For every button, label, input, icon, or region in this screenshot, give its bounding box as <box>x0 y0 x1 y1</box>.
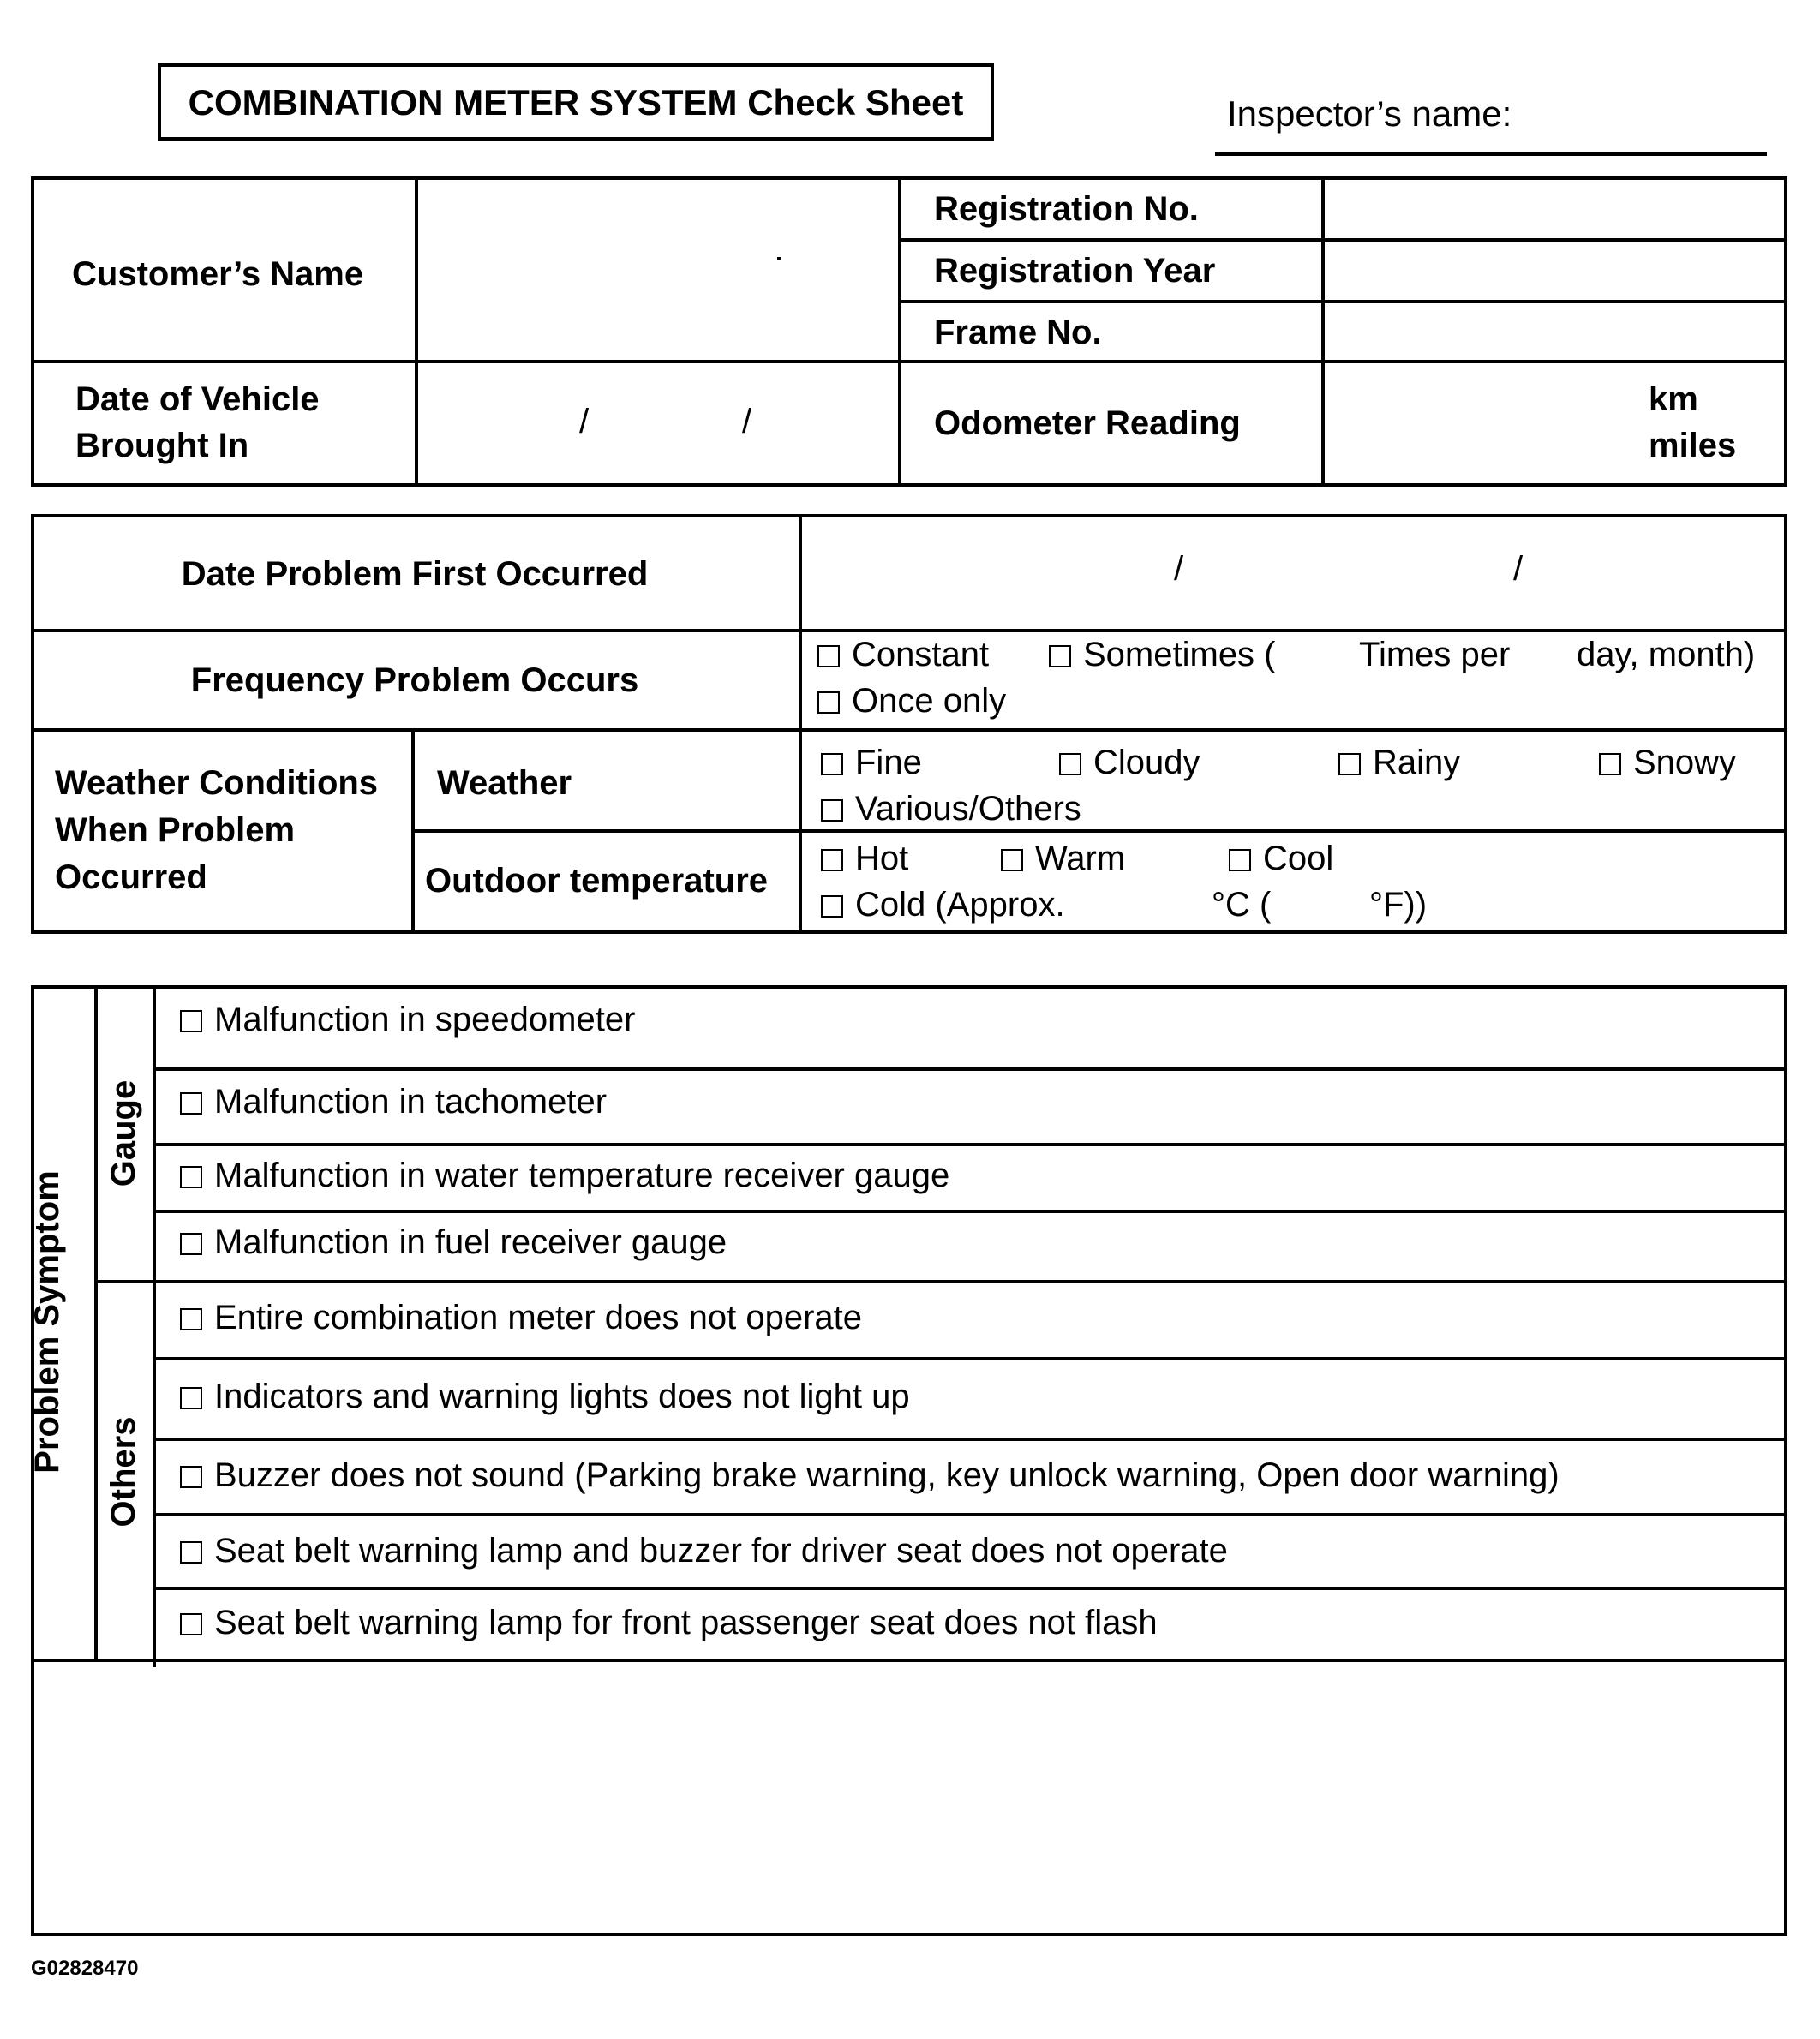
symptom-item[interactable] <box>180 1001 635 1039</box>
inspector-name-line <box>1215 152 1767 156</box>
checkbox[interactable] <box>1229 849 1251 871</box>
checkbox[interactable] <box>180 1010 202 1032</box>
checkbox[interactable] <box>821 849 843 871</box>
registration-year-field[interactable] <box>1326 243 1782 298</box>
date-first-occurred-field[interactable] <box>804 519 1782 625</box>
symptom-item[interactable] <box>180 1378 910 1416</box>
symptom-label: Indicators and warning lights does not light up <box>214 1378 910 1415</box>
temp-fahrenheit-label: °F)) <box>1369 886 1428 924</box>
symptom-label: Malfunction in tachometer <box>214 1083 608 1121</box>
checkbox[interactable] <box>821 895 843 918</box>
checkbox[interactable] <box>180 1166 202 1188</box>
symptom-label: Malfunction in speedometer <box>214 1001 636 1038</box>
temp-option-cold[interactable] <box>821 886 1065 924</box>
checkbox[interactable] <box>817 691 840 714</box>
temp-cool-label: Cool <box>1263 840 1334 877</box>
weather-option-cloudy[interactable] <box>1059 744 1200 781</box>
weather-conditions-label <box>55 764 378 896</box>
date-brought-in-separator-2: / <box>742 403 752 440</box>
divider <box>1321 176 1325 487</box>
divider <box>153 1587 1787 1590</box>
registration-year-label: Registration Year <box>934 252 1216 290</box>
temp-celsius-label: °C ( <box>1212 886 1272 924</box>
customer-name-field[interactable] <box>420 182 895 356</box>
symptom-label: Seat belt warning lamp for front passenger seat does not flash <box>214 1604 1158 1641</box>
inspector-name-field[interactable] <box>1215 86 1767 151</box>
temp-option-cool[interactable] <box>1229 840 1333 877</box>
checkbox[interactable] <box>180 1541 202 1564</box>
symptom-item[interactable] <box>180 1532 1228 1570</box>
odometer-field[interactable] <box>1326 365 1635 483</box>
temp-option-hot[interactable] <box>821 840 908 877</box>
temp-cold-label: Cold (Approx. <box>855 886 1065 924</box>
divider <box>31 629 1787 632</box>
divider <box>94 985 98 1662</box>
divider <box>415 176 418 487</box>
weather-conditions-label-line1: Weather Conditions <box>55 764 379 802</box>
inspector-label: Inspector’s name: <box>1227 93 1512 134</box>
divider <box>153 1210 1787 1213</box>
divider <box>153 1143 1787 1146</box>
weather-label: Weather <box>437 764 572 802</box>
frame-no-label: Frame No. <box>934 314 1102 351</box>
weather-conditions-label-line2: When Problem <box>55 811 296 849</box>
symptom-label: Malfunction in fuel receiver gauge <box>214 1223 727 1261</box>
symptom-label: Buzzer does not sound (Parking brake warning, key unlock warning, Open door warning) <box>214 1456 1560 1494</box>
frequency-constant-label: Constant <box>852 636 990 673</box>
divider <box>153 1513 1787 1516</box>
divider <box>898 176 901 487</box>
date-brought-in-label-line2: Brought In <box>75 427 249 464</box>
date-brought-in-label-line1: Date of Vehicle <box>75 380 320 418</box>
outdoor-temp-label: Outdoor temperature <box>425 862 769 900</box>
weather-option-various[interactable] <box>821 790 1081 828</box>
temp-option-warm[interactable] <box>1001 840 1125 877</box>
frequency-label: Frequency Problem Occurs <box>190 661 639 699</box>
date-brought-in-separator-1: / <box>579 403 590 440</box>
symptom-item[interactable] <box>180 1604 1158 1642</box>
weather-rainy-label: Rainy <box>1373 744 1461 781</box>
weather-option-rainy[interactable] <box>1338 744 1460 781</box>
frequency-sometimes-label: Sometimes ( <box>1083 636 1276 673</box>
date-brought-in-field[interactable] <box>420 365 895 483</box>
weather-fine-label: Fine <box>855 744 922 781</box>
notes-area[interactable] <box>36 1664 1782 1931</box>
gauge-label: Gauge <box>105 1079 142 1187</box>
symptom-item[interactable] <box>180 1299 862 1337</box>
divider <box>898 300 1787 303</box>
checkbox[interactable] <box>180 1233 202 1255</box>
divider <box>94 1280 1787 1283</box>
frequency-option-constant[interactable] <box>817 636 989 673</box>
problem-symptom-label: Problem Symptom <box>28 1170 66 1474</box>
weather-option-snowy[interactable] <box>1599 744 1736 781</box>
symptom-item[interactable] <box>180 1456 1560 1495</box>
registration-no-field[interactable] <box>1326 182 1782 236</box>
divider <box>31 728 1787 732</box>
odometer-label: Odometer Reading <box>934 404 1241 442</box>
divider <box>153 1357 1787 1360</box>
weather-snowy-label: Snowy <box>1633 744 1737 781</box>
weather-various-label: Various/Others <box>855 790 1081 828</box>
unit-km: km <box>1649 380 1698 418</box>
temp-hot-label: Hot <box>855 840 909 877</box>
page-title: COMBINATION METER SYSTEM Check Sheet <box>188 82 964 123</box>
symptom-item[interactable] <box>180 1157 949 1195</box>
customer-name-label: Customer’s Name <box>72 255 364 293</box>
unit-miles: miles <box>1649 427 1737 464</box>
frequency-day-month-label: day, month) <box>1577 636 1756 673</box>
divider <box>31 1659 1787 1662</box>
others-label: Others <box>105 1416 142 1528</box>
symptom-label: Seat belt warning lamp and buzzer for driver seat does not operate <box>214 1532 1228 1570</box>
checkbox[interactable] <box>180 1466 202 1488</box>
divider <box>799 514 802 934</box>
checkbox[interactable] <box>180 1613 202 1635</box>
weather-conditions-label-line3: Occurred <box>55 858 207 896</box>
frequency-option-once-only[interactable] <box>817 682 1006 720</box>
checkbox[interactable] <box>1338 753 1361 775</box>
symptom-label: Malfunction in water temperature receiver gauge <box>214 1157 950 1194</box>
divider <box>153 1067 1787 1071</box>
symptom-item[interactable] <box>180 1083 607 1121</box>
divider <box>31 360 1787 363</box>
checkbox[interactable] <box>1001 849 1023 871</box>
date-brought-in-label <box>75 380 320 464</box>
frequency-option-sometimes[interactable] <box>1049 636 1276 673</box>
date-first-occurred-separator-1: / <box>1174 550 1184 588</box>
temp-warm-label: Warm <box>1035 840 1126 877</box>
checkbox[interactable] <box>1599 753 1621 775</box>
symptom-label: Entire combination meter does not operate <box>214 1299 862 1336</box>
frequency-times-per-label: Times per <box>1359 636 1511 673</box>
checkbox[interactable] <box>1049 645 1071 667</box>
checkbox[interactable] <box>180 1387 202 1409</box>
date-first-occurred-label: Date Problem First Occurred <box>181 555 649 593</box>
dot-mark <box>777 257 781 260</box>
weather-option-fine[interactable] <box>821 744 922 781</box>
checkbox[interactable] <box>817 645 840 667</box>
checkbox[interactable] <box>1059 753 1081 775</box>
symptom-item[interactable] <box>180 1223 727 1262</box>
weather-cloudy-label: Cloudy <box>1093 744 1200 781</box>
date-first-occurred-separator-2: / <box>1513 550 1524 588</box>
checkbox[interactable] <box>180 1092 202 1115</box>
checkbox[interactable] <box>180 1308 202 1330</box>
checkbox[interactable] <box>821 753 843 775</box>
figure-id: G02828470 <box>31 1957 139 1980</box>
frame-no-field[interactable] <box>1326 305 1782 358</box>
divider <box>153 985 156 1667</box>
divider <box>898 238 1787 242</box>
divider <box>153 1438 1787 1441</box>
registration-no-label: Registration No. <box>934 190 1199 228</box>
divider <box>411 829 1787 833</box>
frequency-once-only-label: Once only <box>852 682 1007 720</box>
checkbox[interactable] <box>821 799 843 822</box>
